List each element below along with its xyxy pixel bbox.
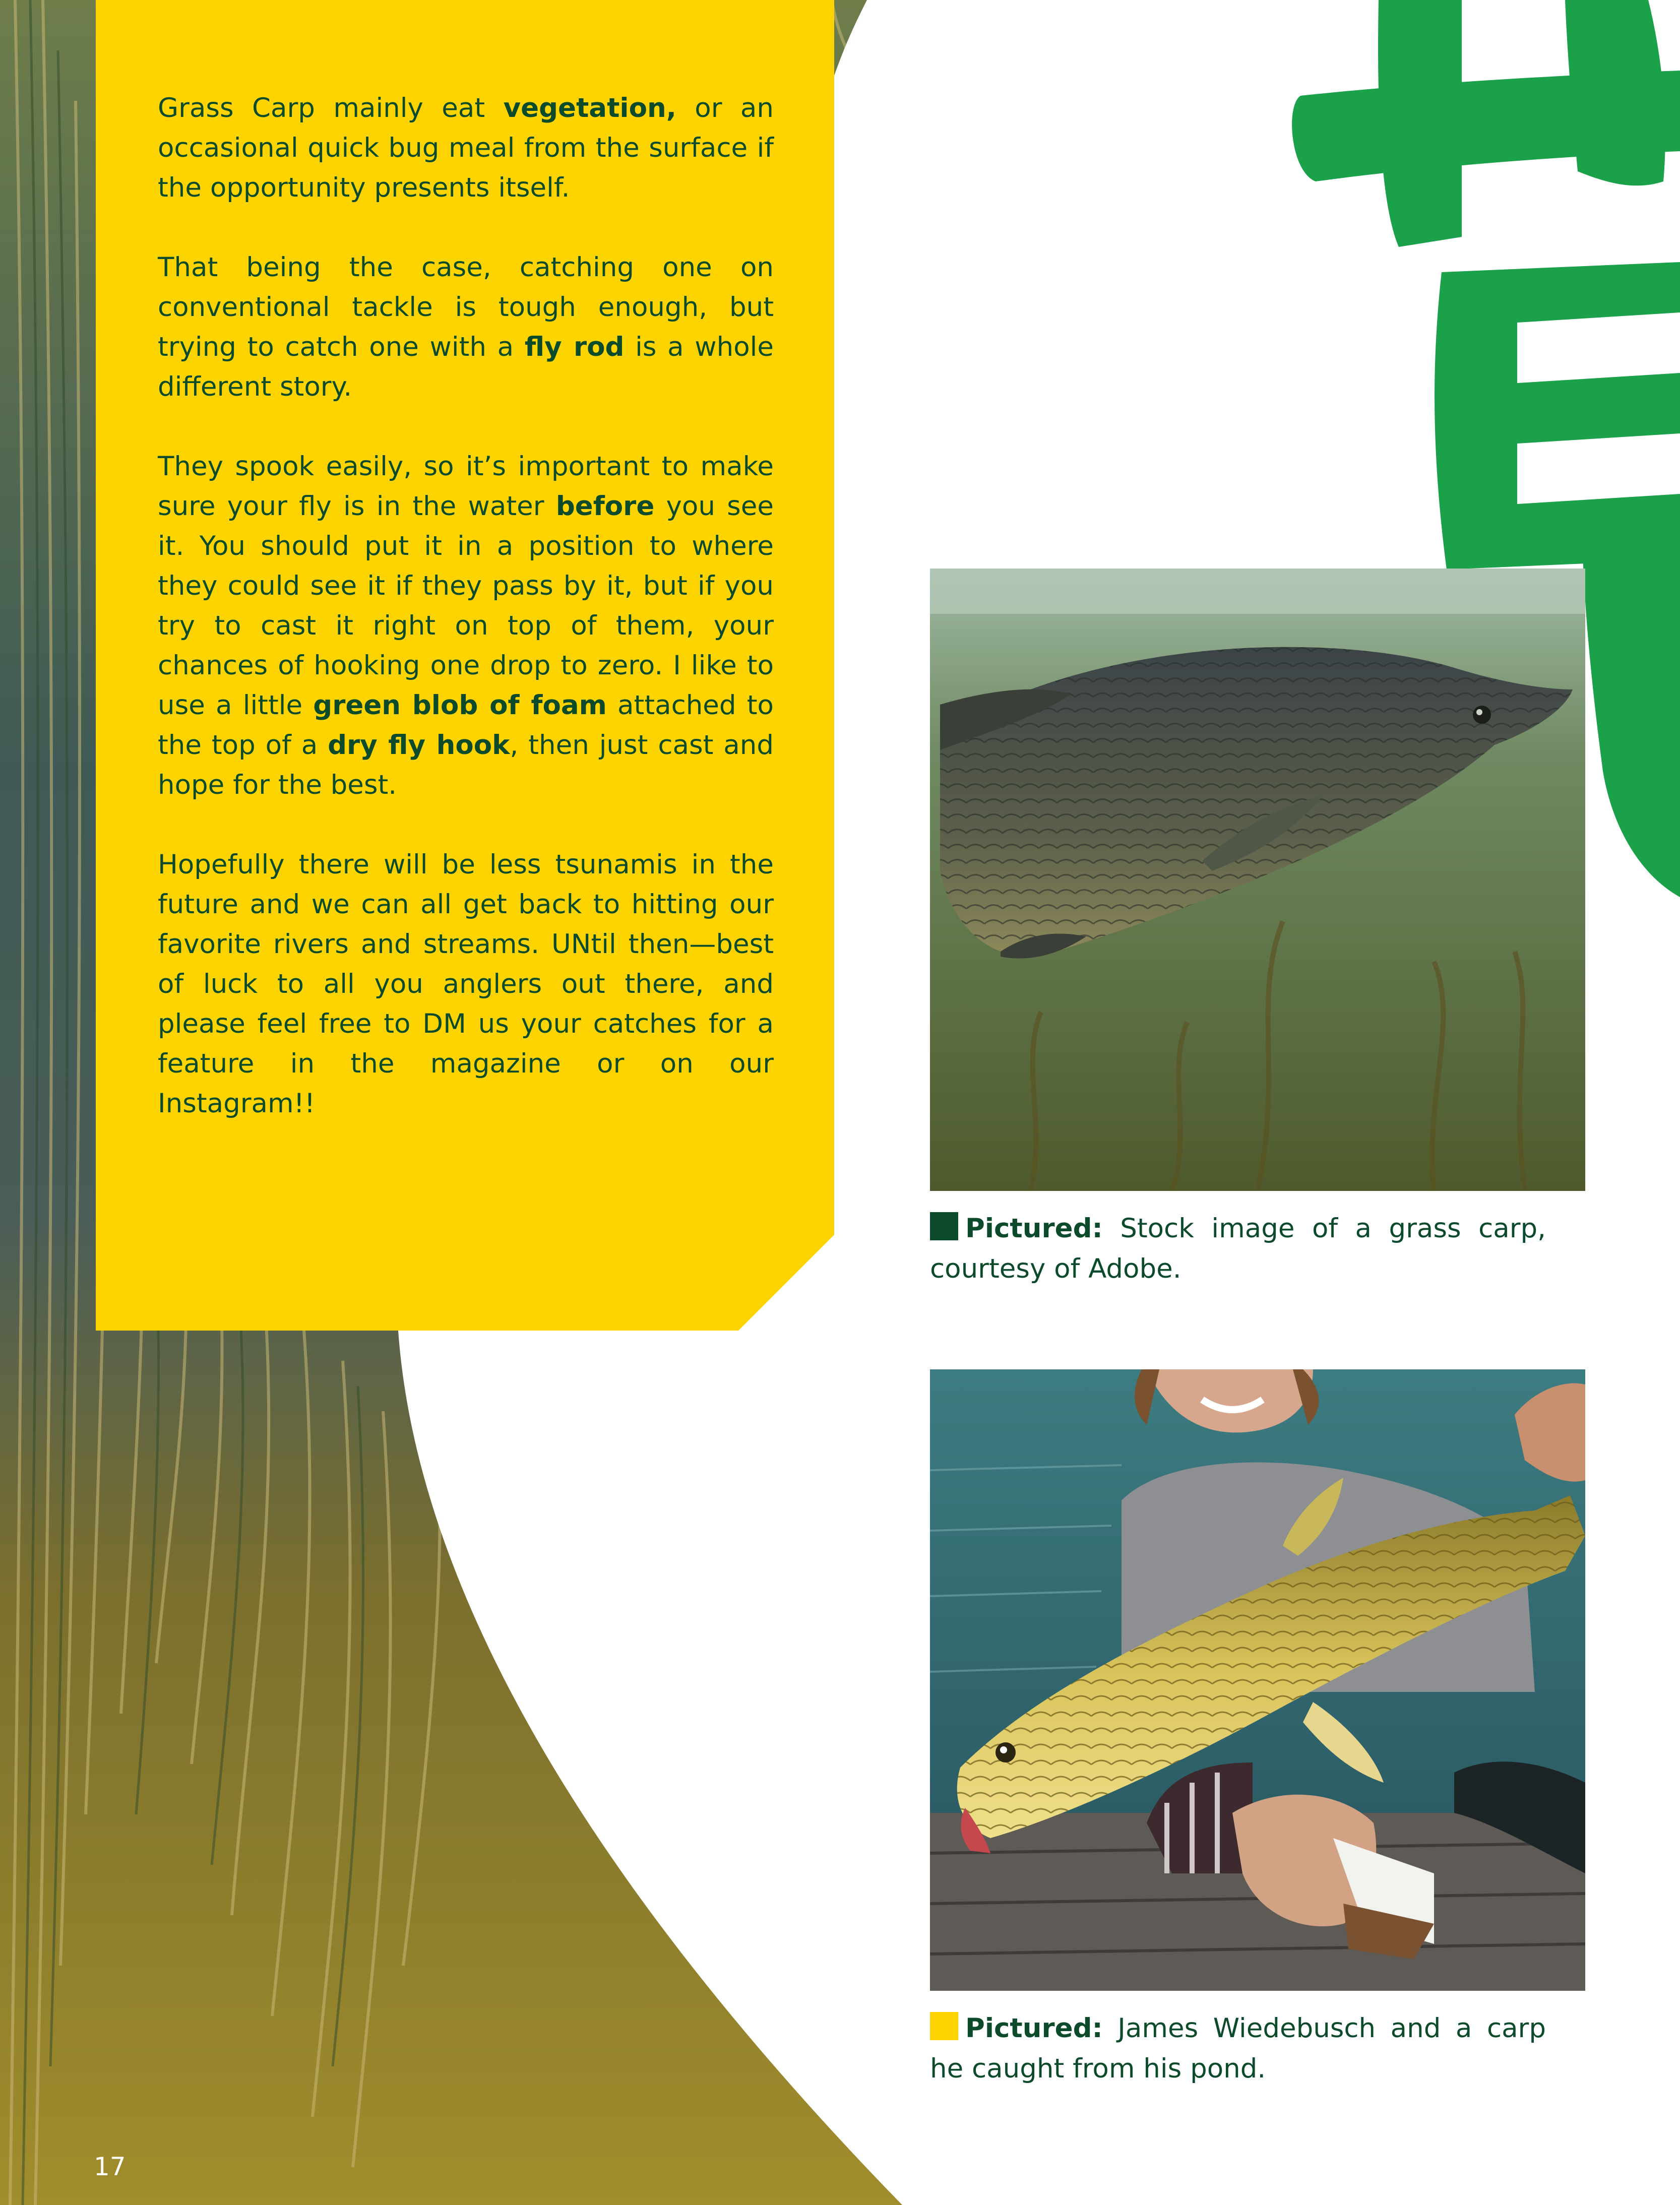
panel-corner-cut (733, 1230, 839, 1336)
text-span: is a whole different story. (158, 332, 774, 402)
grass-carp-underwater-photo (930, 569, 1585, 1191)
text-span: They spook easily, so it’s important to make sure your fly is in the water (158, 451, 774, 522)
caption-square-icon (930, 2012, 958, 2040)
caption-label: Pictured: (965, 1213, 1103, 1244)
text-span: That being the case, catching one on conventional tackle is tough enough, but trying to catch one with a (158, 252, 774, 362)
paragraph-1 (158, 88, 774, 208)
caption-1 (930, 1209, 1546, 1289)
angler-with-carp-photo (930, 1369, 1585, 1991)
paragraph-4 (158, 845, 774, 1123)
paragraph-3 (158, 447, 774, 805)
text-span: or an occasional quick bug meal from the surface if the opportunity presents itself. (158, 93, 774, 203)
caption-label: Pictured: (965, 2013, 1103, 2044)
text-span: you see it. You should put it in a position to where they could see it if they pass by it, but if you try to cast it right on top of them, your chances of hooking one drop to zero. I like to use a little (158, 491, 774, 721)
text-span: Grass Carp mainly eat (158, 93, 504, 123)
caption-2 (930, 2008, 1546, 2089)
caption-square-icon (930, 1212, 958, 1240)
bold-text: fly rod (524, 332, 625, 362)
text-span: attached to the top of a (158, 690, 774, 761)
text-span: , then just cast and hope for the best. (158, 730, 774, 800)
page-number: 17 (94, 2152, 126, 2181)
caption-text: James Wiedebusch and a carp he caught from his pond. (930, 2013, 1546, 2084)
bold-text: vegetation, (503, 93, 676, 123)
bold-text: green blob of foam (313, 690, 607, 721)
paragraph-2 (158, 247, 774, 407)
article-body (158, 88, 774, 1163)
text-span: Hopefully there will be less tsunamis in the future and we can all get back to hitting our favorite rivers and streams. UNtil then—best of luck to all you anglers out there, and please feel free to DM us your catches for a feature in the magazine or on our Instagram!! (158, 849, 774, 1119)
caption-text: Stock image of a grass carp, courtesy of Adobe. (930, 1213, 1546, 1284)
bold-text: dry fly hook (328, 730, 510, 761)
bold-text: before (555, 491, 655, 522)
